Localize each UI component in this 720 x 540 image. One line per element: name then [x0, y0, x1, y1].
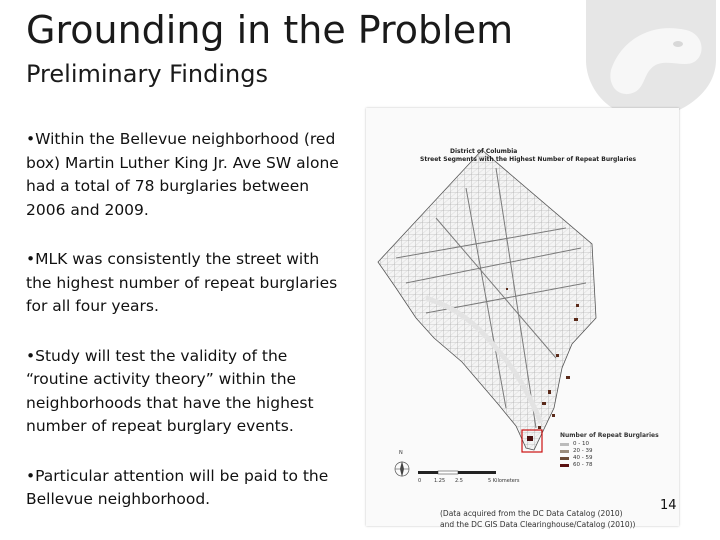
legend-item [560, 462, 659, 469]
map-legend [560, 432, 659, 469]
caption-line: (Data acquired from the DC Data Catalog (2010) [440, 509, 623, 518]
legend-item [560, 441, 659, 448]
legend-label: 20 - 39 [573, 448, 593, 454]
bullet-item: •MLK was consistently the street with the highest number of repeat burglaries for all four years. [26, 250, 338, 315]
legend-item [560, 448, 659, 455]
compass-label: N [399, 450, 403, 456]
legend-label: 60 - 78 [573, 462, 593, 468]
bullet-item: •Within the Bellevue neighborhood (red box) Martin Luther King Jr. Ave SW alone had a total of 78 burglaries between 2006 and 2009. [26, 130, 339, 219]
compass-icon [392, 458, 412, 478]
legend-swatch [560, 457, 569, 460]
map-caption [440, 508, 650, 530]
bullet-list [26, 128, 346, 538]
scale-label: 2.5 [455, 478, 463, 484]
legend-swatch [560, 450, 569, 453]
bullet-item: •Study will test the validity of the “routine activity theory” within the neighborhoods that have the highest number of repeat burglary events. [26, 346, 314, 435]
legend-swatch [560, 464, 569, 467]
legend-swatch [560, 443, 569, 446]
map-title-line: District of Columbia [450, 148, 518, 155]
legend-label: 40 - 59 [573, 455, 593, 461]
map-title [420, 148, 636, 164]
legend-title: Number of Repeat Burglaries [560, 432, 659, 439]
map-title-line: Street Segments with the Highest Number of Repeat Burglaries [420, 156, 637, 163]
scale-label: 5 Kilometers [488, 478, 520, 484]
legend-item [560, 455, 659, 462]
scale-bar [418, 470, 498, 476]
university-logo-icon [566, 0, 720, 118]
scale-label: 1.25 [434, 478, 446, 484]
caption-line: and the DC GIS Data Clearinghouse/Catalog (2010)) [440, 520, 636, 529]
bullet-item: •Particular attention will be paid to the Bellevue neighborhood. [26, 466, 329, 508]
slide-subtitle: Preliminary Findings [26, 60, 268, 88]
page-number: 14 [660, 498, 677, 513]
legend-label: 0 - 10 [573, 441, 589, 447]
scale-label: 0 [418, 478, 422, 484]
slide-title: Grounding in the Problem [26, 8, 514, 52]
